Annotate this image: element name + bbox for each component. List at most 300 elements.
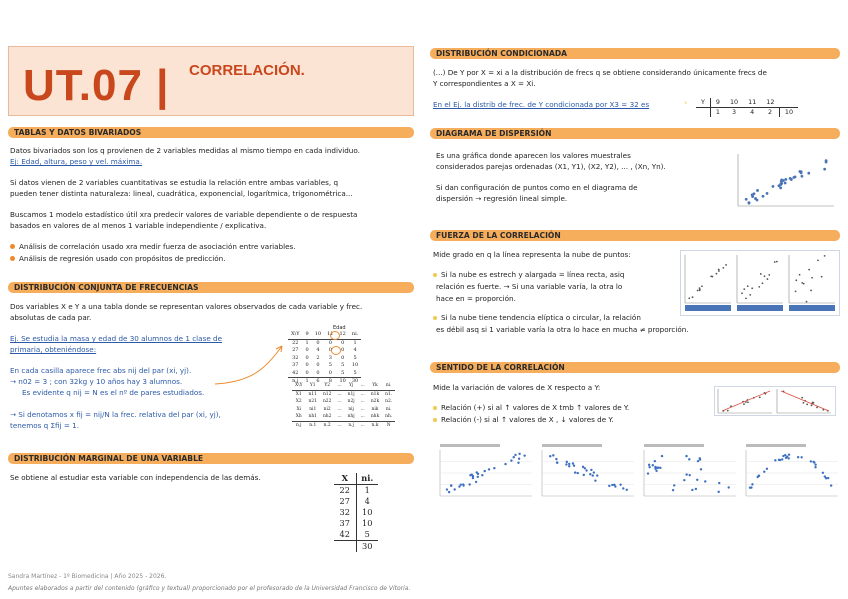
scatter-point — [596, 474, 598, 476]
heading-condicionada: DISTRIBUCIÓN CONDICIONADA — [430, 48, 840, 59]
table-cell: Y — [696, 98, 710, 108]
scatter-point — [785, 457, 787, 459]
scatter-point — [685, 455, 687, 457]
heading-dispersion: DIAGRAMA DE DISPERSIÓN — [430, 128, 840, 139]
tablas-bullet-1: Análisis de correlación usado xra medir fuerza de asociación entre variables. — [10, 242, 296, 252]
scatter-point — [648, 464, 650, 466]
table-cell: 0 — [305, 362, 309, 368]
label-strip — [685, 305, 731, 311]
scatter-point — [743, 288, 745, 290]
gen-col-header: ... — [360, 383, 365, 388]
table-cell: 12 — [761, 98, 779, 108]
scatter-point — [648, 466, 650, 468]
scatter-point — [745, 198, 748, 201]
table-cell: N — [386, 422, 391, 428]
scatter-point — [476, 471, 478, 473]
tablas-p2-line2: pueden tener distinta naturaleza: lineal, cuadrática, exponencial, logarítmica, trigonométrica... — [10, 189, 353, 198]
scatter-point — [695, 488, 697, 490]
scatter-point — [830, 484, 832, 486]
table-cell: Xi — [296, 406, 302, 412]
gen-col-header: ... — [337, 383, 342, 388]
heading-marginal: DISTRIBUCIÓN MARGINAL DE UNA VARIABLE — [8, 453, 414, 464]
scatter-point — [743, 403, 745, 405]
scatter-point — [468, 483, 470, 485]
table-cell: nhj — [347, 414, 355, 419]
table-cell: 1 — [305, 339, 309, 346]
scatter-point — [795, 290, 797, 292]
scatter-point — [590, 469, 592, 471]
scatter-point — [813, 402, 815, 404]
bullet-dot-icon — [433, 406, 437, 410]
condicionada-p1-line1: (...) De Y por X = xi a la distribución de frecs q se obtiene considerando únicamente frecs de — [433, 68, 767, 77]
scatter-point — [776, 261, 778, 263]
scatter-point — [816, 407, 818, 409]
scatter-point — [797, 456, 799, 458]
marginal-table — [334, 473, 378, 552]
scatter-point — [810, 460, 812, 462]
scatter-point — [814, 466, 816, 468]
scatter-point — [784, 182, 787, 185]
scatter-point — [762, 282, 764, 284]
table-cell: 5 — [341, 369, 345, 376]
scatter-point — [806, 403, 808, 405]
scatter-point — [458, 485, 460, 487]
label-strip — [789, 305, 835, 311]
condicionada-example: En el Ej. la distrib de frec. de Y condicionada por X3 = 32 es — [433, 100, 650, 109]
scatter-point — [584, 467, 586, 469]
table-cell: ... — [360, 406, 365, 412]
table-cell: nh2 — [322, 414, 332, 419]
joint-col-header: ni. — [351, 331, 359, 337]
scatter-point — [700, 468, 702, 470]
table-cell: 4 — [364, 496, 370, 506]
title-box — [8, 46, 414, 116]
tablas-p3-line2: basados en valores de al menos 1 variable independiente / explicativa. — [10, 221, 267, 230]
table-cell: ni1 — [309, 406, 317, 412]
scatter-point — [488, 468, 490, 470]
joint-col-header: 10 — [314, 331, 322, 337]
table-cell: ... — [360, 422, 365, 428]
table-cell: 0 — [305, 369, 309, 376]
scatter-point — [626, 489, 628, 491]
scatter-point — [477, 476, 479, 478]
scatter-point — [685, 473, 687, 475]
table-cell: 9 — [710, 98, 725, 108]
scatter-point — [697, 460, 699, 462]
direction-scatter-image — [715, 387, 835, 415]
conjunta-l4: → Si denotamos x fij = nij/N la frec. relativa del par (xi, yj), — [10, 410, 221, 419]
table-cell: n.k — [371, 422, 379, 428]
marginal-col-n: ni. — [356, 473, 378, 485]
conjunta-l5: tenemos q Σfij = 1. — [10, 421, 80, 430]
table-row — [292, 413, 395, 421]
scatter-point — [592, 474, 594, 476]
fuerza-p1: Mide grado en q la línea representa la nube de puntos: — [433, 250, 631, 259]
scatter-point — [549, 455, 551, 457]
scatter-point — [751, 287, 753, 289]
scatter-point — [774, 261, 776, 263]
table-cell: nh1 — [308, 414, 317, 419]
table-cell: n.j — [348, 422, 354, 428]
plot-title-strip — [542, 444, 602, 447]
table-cell: n11 — [308, 391, 317, 397]
scatter-point — [472, 475, 474, 477]
scatter-point — [821, 276, 823, 278]
scatter-point — [825, 477, 827, 479]
scatter-point — [780, 178, 783, 181]
scatter-point — [779, 186, 782, 189]
sentido-p1: Mide la variación de valores de X respecto a Y: — [433, 383, 601, 392]
table-cell: 10 — [339, 378, 346, 384]
table-cell — [696, 108, 710, 118]
table-cell: nik — [371, 406, 379, 412]
table-cell: 4 — [750, 108, 755, 116]
scatter-point — [718, 482, 720, 484]
scatter-point — [448, 491, 450, 493]
page-title: UT.07 | — [23, 61, 170, 110]
scatter-point — [778, 459, 780, 461]
scatter-point — [756, 476, 758, 478]
plot-title-strip — [440, 444, 500, 447]
table-cell: 3 — [328, 354, 332, 361]
scatter-point — [716, 273, 718, 275]
gen-col-header: Y1 — [309, 383, 316, 388]
table-cell: 0 — [341, 354, 345, 361]
scatter-point — [772, 185, 775, 188]
table-cell: n.j — [292, 378, 299, 384]
scatter-point — [799, 274, 801, 276]
scatter-point — [781, 458, 783, 460]
plot-title-strip — [746, 444, 806, 447]
scatter-point — [691, 489, 693, 491]
scatter-point — [749, 294, 751, 296]
table-cell: 11 — [743, 98, 761, 108]
table-row — [334, 485, 378, 497]
scatter-point — [813, 461, 815, 463]
scatter-point — [753, 192, 756, 195]
scatter-point — [611, 484, 613, 486]
table-cell: 2 — [316, 354, 320, 361]
gen-col-header: Yk — [372, 383, 378, 388]
scatter-point — [568, 465, 570, 467]
scatter-point — [782, 455, 784, 457]
table-cell: ... — [337, 406, 342, 412]
scatter-point — [810, 290, 812, 292]
conjunta-l2: → n02 = 3 ; con 32kg y 10 años hay 3 alumnos. — [10, 377, 183, 386]
table-cell: n21 — [308, 399, 317, 404]
scatter-point — [556, 461, 558, 463]
table-cell: n2j — [347, 399, 355, 404]
table-cell: ... — [337, 399, 342, 404]
bullet-dot-icon — [433, 316, 437, 320]
table-cell: nij — [348, 406, 354, 412]
table-cell: 30 — [351, 378, 359, 384]
scatter-point — [767, 278, 769, 280]
table-cell: ... — [337, 391, 342, 397]
scatter-point — [823, 168, 826, 171]
table-row — [696, 108, 798, 118]
table-cell: n1. — [385, 391, 393, 397]
scatter-point — [727, 410, 729, 412]
scatter-point — [789, 177, 792, 180]
scatter-point — [712, 276, 714, 278]
joint-col-header: 9 — [305, 331, 309, 337]
trend-line — [781, 391, 829, 411]
table-row — [292, 421, 395, 429]
scatter-point — [652, 464, 654, 466]
scatter-point — [699, 289, 701, 291]
scatter-point — [647, 472, 649, 474]
table-cell: 0 — [341, 347, 345, 353]
scatter-point — [462, 483, 464, 485]
scatter-point — [808, 269, 810, 271]
scatter-point — [661, 455, 663, 457]
label-strip — [737, 305, 783, 311]
table-row — [288, 339, 361, 347]
scatter-point — [747, 401, 749, 403]
highlight-circle-icon — [331, 346, 341, 355]
gen-col-header: X\Y — [295, 383, 303, 388]
table-cell: 0 — [328, 369, 332, 376]
bullet-dot-icon — [433, 418, 437, 422]
scatter-point — [692, 296, 694, 298]
table-cell: 5 — [341, 362, 345, 368]
dispersion-p1-line2: considerados parejas ordenadas (X1, Y1), (X2, Y2), ... , (Xn, Yn). — [436, 162, 666, 171]
table-row — [334, 496, 378, 507]
joint-col-header: 12 — [339, 331, 346, 337]
table-cell: ... — [360, 399, 365, 404]
conditional-table — [696, 98, 798, 117]
table-cell: 0 — [316, 339, 320, 346]
table-row — [696, 98, 798, 108]
table-row — [288, 362, 361, 370]
fuerza-b2-line2: es débil asq si 1 variable varía la otra lo hace en mucha ≠ proporción. — [436, 325, 689, 334]
table-cell: 5 — [353, 369, 357, 376]
scatter-point — [747, 285, 749, 287]
table-cell — [779, 98, 798, 108]
table-cell: 6 — [316, 378, 320, 384]
scatter-point — [493, 467, 495, 469]
scatter-point — [766, 468, 768, 470]
joint-frequency-table — [288, 331, 361, 386]
scatter-point — [672, 489, 674, 491]
table-cell: 1 — [364, 485, 370, 495]
scatter-point — [654, 460, 656, 462]
table-cell: 10 — [362, 518, 373, 528]
scatter-point — [619, 483, 621, 485]
scatter-point — [763, 471, 765, 473]
conjunta-p1-line2: absolutas de cada par. — [10, 313, 92, 322]
scatter-point — [697, 290, 699, 292]
dispersion-p2-line2: dispersión → regresión lineal simple. — [436, 194, 568, 203]
scatter-point — [784, 178, 787, 181]
marginal-total: 30 — [362, 541, 373, 551]
scatter-point — [585, 469, 587, 471]
table-cell: ... — [360, 414, 365, 419]
table-row — [292, 406, 395, 414]
scatter-point — [754, 197, 757, 200]
table-cell: n1j — [347, 391, 355, 397]
table-cell: 5 — [328, 362, 332, 368]
scatter-point — [566, 461, 568, 463]
highlight-circle-icon — [330, 331, 340, 340]
tablas-p2-line1: Si datos vienen de 2 variables cuantitativas se estudia la relación entre ambas variables, q — [10, 178, 339, 187]
scatter-point — [803, 283, 805, 285]
table-cell: n22 — [322, 399, 332, 404]
general-frequency-table — [292, 382, 395, 429]
scatter-point — [814, 463, 816, 465]
scatter-point — [688, 458, 690, 460]
tablas-bullet-2: Análisis de regresión usado con propósitos de predicción. — [10, 254, 225, 264]
scatter-point — [573, 464, 575, 466]
heading-tablas: TABLAS Y DATOS BIVARIADOS — [8, 127, 414, 138]
scatter-point — [794, 175, 797, 178]
footer-credits: Apuntes elaborados a partir del contenido (gráfico y textual) proporcionado por el profesorado de la Universidad Francisco de Vitoria. — [8, 585, 411, 592]
table-cell: 42 — [292, 369, 299, 376]
scatter-point — [673, 484, 675, 486]
strength-scatter-image — [681, 251, 839, 315]
plot-title-strip — [644, 444, 704, 447]
scatter-point — [780, 182, 783, 185]
scatter-point — [827, 477, 829, 479]
table-row — [334, 518, 378, 529]
scatter-point — [788, 453, 790, 455]
scatter-point — [518, 458, 520, 460]
table-cell: 32 — [292, 354, 299, 361]
table-row — [334, 529, 378, 541]
dispersion-p2-line1: Si dan configuración de puntos como en el diagrama de — [436, 183, 638, 192]
table-cell: 1 — [353, 339, 357, 346]
scatter-point — [768, 274, 770, 276]
direction-plots-image — [714, 386, 836, 416]
table-cell: 0 — [328, 339, 332, 346]
table-cell: Xh — [295, 414, 302, 419]
conjunta-example-line2: primaria, obteniéndose: — [10, 345, 97, 354]
table-cell: 5 — [364, 529, 370, 539]
correlation-examples-image — [436, 442, 840, 500]
conjunta-l1: En cada casilla aparece frec abs nij del par (xi, yj). — [10, 366, 192, 375]
scatter-point — [806, 301, 808, 303]
table-cell: 10 — [779, 108, 798, 118]
table-cell: ... — [337, 422, 342, 428]
scatter-point — [725, 264, 727, 266]
scatter-point — [822, 472, 824, 474]
joint-col-header: 11 — [327, 331, 334, 337]
scatter-plot-image — [730, 150, 838, 216]
table-cell: nh. — [385, 414, 393, 419]
scatter-point — [622, 487, 624, 489]
marginal-col-x: X — [334, 473, 356, 485]
table-row — [292, 398, 395, 406]
tablas-example: Ej: Edad, altura, peso y vel. máxima. — [10, 157, 143, 166]
arrow-right-icon: › — [684, 98, 688, 107]
scatter-point — [513, 456, 515, 458]
scatter-point — [795, 279, 797, 281]
table-cell: 42 — [334, 529, 356, 541]
table-cell: n2. — [385, 399, 393, 404]
footer-author: Sandra Martínez - 1º Biomedicina | Año 2025 - 2026. — [8, 573, 167, 580]
scatter-point — [811, 277, 813, 279]
scatter-point — [552, 454, 554, 456]
scatter-point — [572, 462, 574, 464]
table-cell: 0 — [328, 347, 332, 353]
table-row — [288, 355, 361, 363]
tablas-p1: Datos bivariados son los q provienen de 2 variables medidas al mismo tiempo en cada individuo. — [10, 146, 360, 155]
table-cell: 3 — [732, 108, 737, 116]
sentido-bullet-2: Relación (-) si al ↑ valores de X , ↓ valores de Y. — [433, 415, 614, 425]
scatter-point — [701, 285, 703, 287]
scatter-point — [800, 172, 803, 175]
scatter-point — [750, 486, 752, 488]
table-cell: 10 — [351, 362, 359, 368]
scatter-point — [453, 488, 455, 490]
table-cell: 32 — [334, 507, 356, 518]
scatter-point — [699, 457, 701, 459]
scatter-point — [565, 463, 567, 465]
table-cell: 37 — [292, 362, 299, 368]
scatter-point — [504, 463, 506, 465]
bullet-dot-icon — [433, 273, 437, 277]
scatter-point — [574, 471, 576, 473]
scatter-point — [722, 267, 724, 269]
table-cell: X1 — [295, 391, 302, 397]
table-cell: X2 — [295, 399, 302, 404]
dispersion-p1-line1: Es una gráfica donde aparecen los valores muestrales — [436, 151, 631, 160]
scatter-point — [568, 463, 570, 465]
scatter-point — [748, 202, 751, 205]
scatter-point — [696, 479, 698, 481]
table-cell: 5 — [353, 354, 357, 361]
scatter-point — [764, 275, 766, 277]
table-cell: 2 — [768, 108, 773, 116]
scatter-point — [481, 474, 483, 476]
table-cell: n12 — [322, 391, 332, 397]
scatter-point — [762, 195, 765, 198]
scatter-point — [613, 484, 615, 486]
trend-line — [722, 391, 770, 411]
tablas-p3-line1: Buscamos 1 modelo estadístico útil xra predecir valores de variable dependiente o de respuesta — [10, 210, 358, 219]
scatter-point — [807, 172, 810, 175]
table-cell: 10 — [725, 98, 743, 108]
table-cell: n.1 — [309, 422, 317, 428]
table-cell: 37 — [334, 518, 356, 529]
table-cell: n.2 — [323, 422, 331, 428]
scatter-point — [523, 454, 525, 456]
table-cell: 0 — [341, 339, 345, 346]
table-cell: n1k — [370, 391, 380, 397]
scatter-point — [475, 481, 477, 483]
scatter-point — [824, 255, 826, 257]
heading-sentido: SENTIDO DE LA CORRELACIÓN — [430, 362, 840, 373]
conjunta-l3: Es evidente q nij = N es el nº de pares estudiados. — [22, 388, 205, 397]
table-cell: ni2 — [323, 406, 331, 412]
scatter-point — [683, 479, 685, 481]
scatter-point — [518, 453, 520, 455]
edad-label: Edad — [333, 325, 346, 331]
conjunta-example-line1: Ej. Se estudia la masa y edad de 30 alumnos de 1 clase de — [10, 334, 223, 343]
table-cell: 4 — [316, 347, 320, 353]
table-cell: n2k — [370, 399, 380, 404]
scatter-point — [751, 195, 754, 198]
scatter-point — [756, 189, 759, 192]
table-cell: 0 — [316, 362, 320, 368]
table-row — [292, 390, 395, 398]
table-cell: 0 — [305, 354, 309, 361]
scatter-point — [555, 458, 557, 460]
gen-col-header: Yj — [348, 383, 354, 388]
scatter-point — [593, 471, 595, 473]
table-cell: 1 — [715, 108, 720, 116]
